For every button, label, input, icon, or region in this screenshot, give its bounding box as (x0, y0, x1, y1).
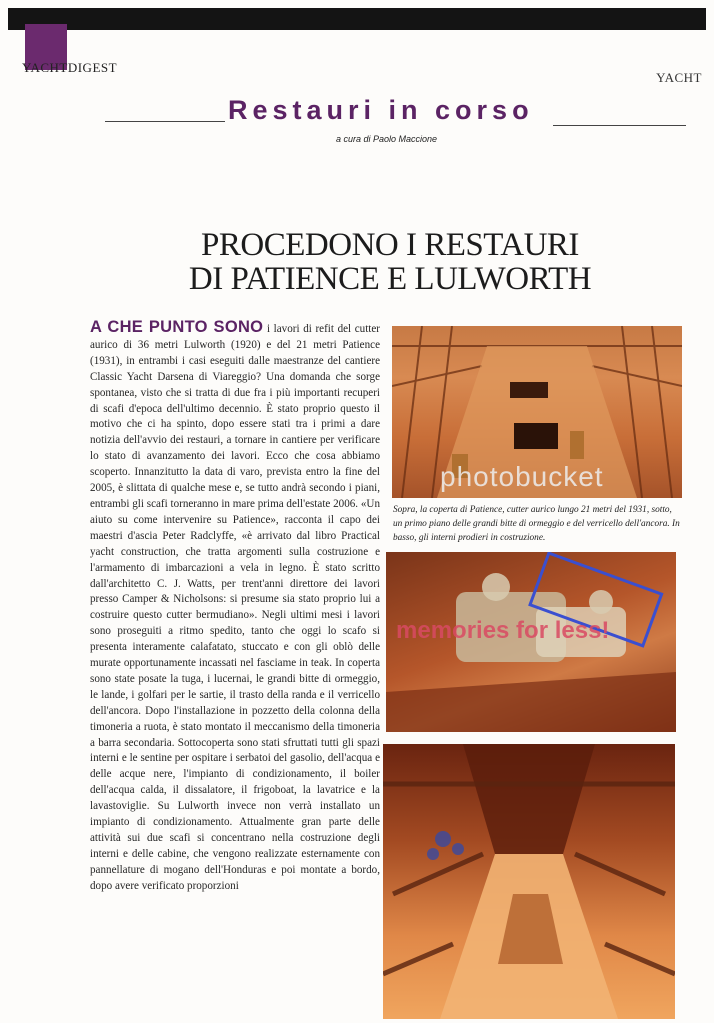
article-body (90, 320, 380, 895)
interior-photo (383, 744, 675, 1019)
body-text: i lavori di refit del cutter aurico di 36 metri Lulworth (1920) e del 21 metri Patience (1931), in entrambi i casi eseguiti dalle maestranze del cantiere Classic Yacht Darsena di Viareggio? Una domanda che sorge spontanea, visto che si tratta di due fra i più importanti recuperi di scafi d'epoca dell'ultimo decennio. È stato proprio questo il motivo che ci ha spinto, dopo essere stati tra i primi a dare notizia dell'avvio dei restauri, a tornare in cantiere per verificare lo stato di avanzamento dei lavori. Ecco che cosa abbiamo scoperto. Innanzitutto la data di varo, prevista entro la fine del 2005, è slittata di qualche mese e, se tutto andrà secondo i piani, entrambi gli scafi torneranno in mare prima dell'estate 2006. «Un aiuto su come intervenire su Patience», racconta il capo dei maestri d'ascia Peter Radclyffe, «è arrivato dal libro Practical yacht construction, che tratta argomenti sulla costruzione e l'armamento di imbarcazioni a vela in legno. È stato scritto dall'architetto C. J. Watts, per trent'anni direttore dei lavori presso Camper & Nicholsons: si presume sia stato proprio lui a costruire questo cutter bermudiano». Negli ultimi mesi i lavori sono proseguiti a ritmo spedito, tanto che oggi lo scafo si presenta interamente calafatato, stuccato e con gli oblò delle murate opportunamente incassati nel fasciame in teak. In coperta sono state posate la tuga, i lucernai, le grandi bitte di ormeggio, le lande, i golfari per le sartie, il trasto della randa e il verricello dell'ancora. Dopo l'installazione in pozzetto della colonna della timoneria a ruota, è stato montato il meccanismo della timoneria a barra secondaria. Sottocoperta sono stati sfruttati tutti gli spazi interni e le sentine per ospitare i serbatoi del gasolio, dell'acqua e delle acque nere, l'impianto di condizionamento, il boiler dell'acqua calda, il dissalatore, il frigoboat, la lavatrice e la lavastoviglie. Su Lulworth invece non verrà installato un impianto di condizionamento. Attualmente gran parte delle attività sui due scafi si concentrano nella costruzione degli interni e delle cabine, che vengono realizzate esternamente con pannellature di mogano dell'Honduras e poi montate a bordo, dopo avere verificato proporzioni (90, 323, 381, 892)
brand-right: YACHT (656, 70, 702, 85)
watermark-photobucket: photobucket (440, 461, 604, 492)
section-title: Restauri in corso (228, 95, 534, 125)
byline: a cura di Paolo Maccione (336, 134, 438, 144)
title-rule-right (553, 125, 686, 126)
photo-caption: Sopra, la coperta di Patience, cutter aurico lungo 21 metri del 1931, sotto, un primo piano delle grandi bitte di ormeggio e del verricello dell'ancora. In basso, gli interni prodieri in costruzione. (393, 505, 680, 544)
brand-left: YACHTDIGEST (22, 60, 118, 75)
headline (180, 228, 600, 296)
top-black-band (8, 8, 706, 30)
watermark-memories: memories for less! (396, 617, 610, 644)
lead-in: A CHE PUNTO SONO (90, 318, 264, 336)
interior-photo-art (383, 744, 675, 1019)
headline-line-1: PROCEDONO I RESTAURI (201, 227, 579, 263)
headline-line-2: DI PATIENCE E LULWORTH (188, 261, 592, 297)
title-rule-left (105, 121, 225, 122)
